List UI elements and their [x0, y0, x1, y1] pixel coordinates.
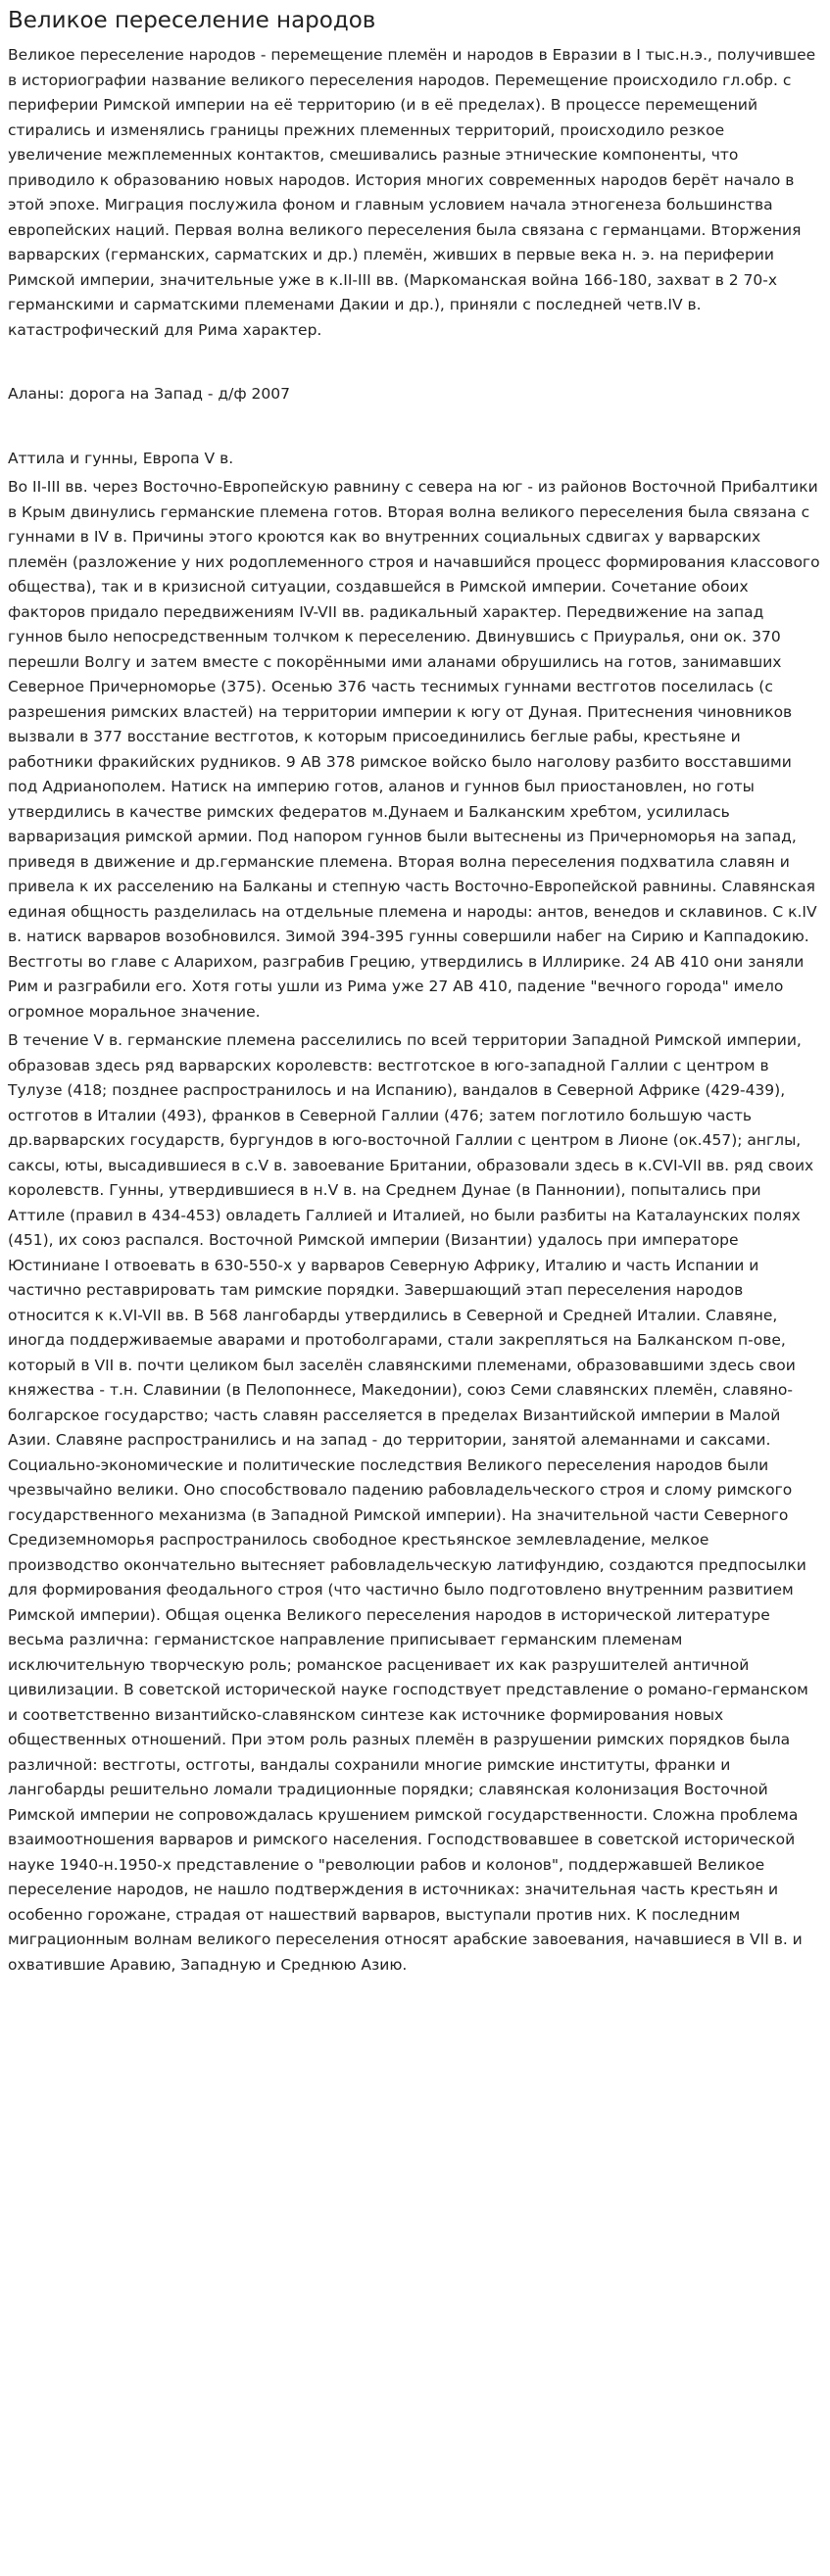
fifth-century-paragraph: В течение V в. германские племена расселились по всей территории Западной Римской империи, образовав здесь ряд варварских королевств: вестготское в юго-западной Галлии с центром в Тулузе (418; позднее распространилось и на Испанию), вандалов в Северной Африке (429-439), остготов в Италии (493), франков в Северной Галлии (476; затем поглотило большую часть др.варварских государств, бургундов в юго-восточной Галлии с центром в Лионе (ок.457); англы, саксы, юты, высадившиеся в с.V в. завоевание Британии, образовали здесь в к.CVI-VII вв. ряд своих королевств. Гунны, утвердившиеся в н.V в. на Среднем Дунае (в Паннонии), попытались при Аттиле (правил в 434-453) овладеть Галлией и Италией, но были разбиты на Каталаунских полях (451), их союз распался. Восточной Римской империи (Византии) удалось при императоре Юстиниане I отвоевать в 630-550-х у варваров Северную Африку, Италию и часть Испании и частично реставрировать там римские порядки. Завершающий этап переселения народов относится к к.VI-VII вв. В 568 лангобарды утвердились в Северной и Средней Италии. Славяне, иногда поддерживаемые аварами и протоболгарами, стали закрепляться на Балканском п-ове, который в VII в. почти целиком был заселён славянскими племенами, образовавшими здесь свои княжества - т.н. Славинии (в Пелопоннесе, Македонии), союз Семи славянских племён, славяно-болгарское государство; часть славян расселяется в пределах Византийской империи в Малой Азии. Славяне распространились и на запад - до территории, занятой алеманнами и саксами. Социально-экономические и политические последствия Великого переселения народов были чрезвычайно велики. Оно способствовало падению рабовладельческого строя и слому римского государственного механизма (в Западной Римской империи). На значительной части Северного Средиземноморья распространилось свободное крестьянское землевладение, мелкое производство окончательно вытесняет рабовладельческую латифундию, создаются предпосылки для формирования феодального строя (что частично было подготовлено внутренним развитием Римской империи). Общая оценка Великого переселения народов в исторической литературе весьма различна: германистское направление приписывает германским племенам исключительную творческую роль; романское расценивает их как разрушителей античной цивилизации. В советской исторической науке господствует представление о романо-германском и соответственно византийско-славянском синтезе как источнике формирования новых общественных отношений. При этом роль разных племён в разрушении римских порядков была различной: вестготы, остготы, вандалы сохранили многие римские институты, франки и лангобарды решительно ломали традиционные порядки; славянская колонизация Восточной Римской империи не сопровождалась крушением римской государственности. Сложна проблема взаимоотношения варваров и римского населения. Господствовавшее в советской исторической науке 1940-н.1950-х представление о "революции рабов и колонов", поддержавшей Великое переселение народов, не нашло подтверждения в источниках: значительная часть крестьян и особенно горожане, страдая от нашествий варваров, выступали против них. К последним миграционным волнам великого переселения относят арабские завоевания, начавшиеся в VII в. и охватившие Аравию, Западную и Среднюю Азию.	[8, 1031, 814, 1974]
page-title: Великое переселение народов	[8, 8, 376, 33]
article-body	[8, 43, 822, 1978]
huns-paragraph: Во II-III вв. через Восточно-Европейскую равнину с севера на юг - из районов Восточной Прибалтики в Крым двинулись германские племена готов. Вторая волна великого переселения была связана с гуннами в IV в. Причины этого кроются как во внутренних социальных сдвигах у варварских племён (разложение у них родоплеменного строя и начавшийся процесс формирования классового общества), так и в кризисной ситуации, создавшейся в Римской империи. Сочетание обоих факторов придало передвижениям IV-VII вв. радикальный характер. Передвижение на запад гуннов было непосредственным толчком к переселению. Двинувшись с Приуралья, они ок. 370 перешли Волгу и затем вместе с покорёнными ими аланами обрушились на готов, занимавших Северное Причерноморье (375). Осенью 376 часть теснимых гуннами вестготов поселилась (с разрешения римских властей) на территории империи к югу от Дуная. Притеснения чиновников вызвали в 377 восстание вестготов, к которым присоединились беглые рабы, крестьяне и работники фракийских рудников. 9 АВ 378 римское войско было наголову разбито восставшими под Адрианополем. Натиск на империю готов, аланов и гуннов был приостановлен, но готы утвердились в качестве римских федератов м.Дунаем и Балканским хребтом, усилилась варваризация римской армии. Под напором гуннов были вытеснены из Причерноморья на запад, приведя в движение и др.германские племена. Вторая волна переселения подхватила славян и привела к их расселению на Балканы и степную часть Восточно-Европейской равнины. Славянская единая общность разделилась на отдельные племена и народы: антов, венедов и склавинов. С к.IV в. натиск варваров возобновился. Зимой 394-395 гунны совершили набег на Сирию и Каппадокию. Вестготы во главе с Аларихом, разграбив Грецию, утвердились в Иллирике. 24 АВ 410 они заняли Рим и разграбили его. Хотя готы ушли из Рима уже 27 АВ 410, падение "вечного города" имело огромное моральное значение.	[8, 478, 820, 1021]
caption-attila: Аттила и гунны, Европа V в.	[8, 449, 234, 467]
intro-paragraph: Великое переселение народов - перемещение племён и народов в Евразии в I тыс.н.э., получившее в историографии название великого переселения народов. Перемещение происходило гл.обр. с периферии Римской империи на её территорию (и в её пределах). В процессе перемещений стирались и изменялись границы прежних племенных территорий, происходило резкое увеличение межплеменных контактов, смешивались разные этнические компоненты, что приводило к образованию новых народов. История многих современных народов берёт начало в этой эпохе. Миграция послужила фоном и главным условием начала этногенеза большинства европейских наций. Первая волна великого переселения была связана с германцами. Вторжения варварских (германских, сарматских и др.) племён, живших в первые века н. э. на периферии Римской империи, значительные уже в к.II-III вв. (Маркоманская война 166-180, захват в 2 70-х германскими и сарматскими племенами Дакии и др.), приняли с последней четв.IV в. катастрофический для Рима характер.	[8, 46, 816, 339]
caption-alans: Аланы: дорога на Запад - д/ф 2007	[8, 385, 290, 403]
